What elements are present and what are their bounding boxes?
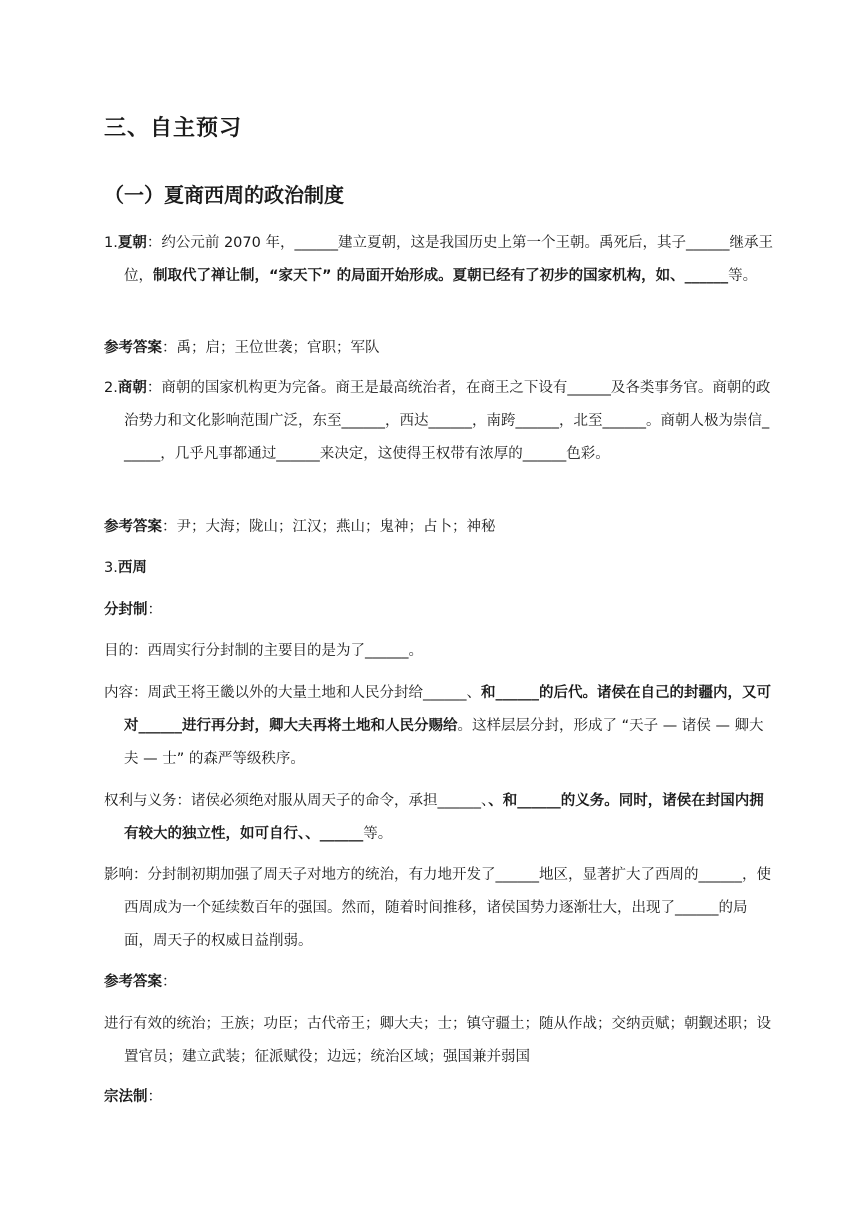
paragraph-text: ：约公元前 2070 年，______建立夏朝，这是我国历史上第一个王朝。禹死后，其子______继承王位， bbox=[124, 235, 773, 284]
colon: ： bbox=[162, 974, 177, 990]
answer-label: 参考答案 bbox=[104, 340, 162, 356]
item-number: 3. bbox=[104, 560, 118, 576]
subsection-title: （一）夏商西周的政治制度 bbox=[104, 183, 344, 207]
item-number: 2. bbox=[104, 380, 118, 396]
answer-text: ：尹；大海；陇山；江汉；燕山；鬼神；占卜；神秘 bbox=[162, 519, 496, 535]
paragraph-text: 等。 bbox=[728, 268, 758, 284]
item-label: 商朝 bbox=[117, 380, 147, 396]
paragraph-text: 目的：西周实行分封制的主要目的是为了______。 bbox=[104, 643, 423, 659]
heading-fengjian bbox=[104, 594, 756, 627]
paragraph-quanli bbox=[104, 785, 776, 851]
answer-xia bbox=[104, 332, 756, 365]
item-label: 西周 bbox=[117, 560, 147, 576]
paragraph-xia bbox=[104, 227, 776, 293]
paragraph-text: 影响：分封制初期加强了周天子对地方的统治，有力地开发了______地区，显著扩大了西周的______，使西周成为一个延续数百年的强国。然而，随着时间推移，诸侯国势力逐渐壮大，出现了______的局面，周天子的权威日益削弱。 bbox=[104, 867, 771, 949]
section-label: 宗法制 bbox=[104, 1089, 148, 1105]
paragraph-yingxiang bbox=[104, 859, 776, 958]
colon: ： bbox=[147, 1089, 162, 1105]
heading-zongfa bbox=[104, 1081, 756, 1114]
paragraph-text: ：商朝的国家机构更为完备。商王是最高统治者，在商王之下设有______及各类事务官。商朝的政治势力和文化影响范围广泛，东至______，西达______，南跨______，北至______。商朝人极为崇信______，几乎凡事都通过______来决定，这使得王权带有浓厚的______色彩。 bbox=[124, 380, 771, 462]
paragraph-bold-text: 制取代了禅让制，“家天下” 的局面开始形成。夏朝已经有了初步的国家机构，如、______ bbox=[153, 268, 729, 284]
colon: ： bbox=[147, 602, 162, 618]
answer-shang bbox=[104, 511, 756, 544]
paragraph-bold-text: 、和______的义务。同时，诸侯在封国内拥有较大的独立性，如可自行、、______ bbox=[124, 793, 764, 842]
paragraph-text: 等。 bbox=[363, 826, 393, 842]
answer-text: 进行有效的统治；王族；功臣；古代帝王；卿大夫；士；镇守疆土；随从作战；交纳贡赋；朝觐述职；设置官员；建立武装；征派赋役；边远；统治区域；强国兼并弱国 bbox=[104, 1016, 771, 1065]
item-number: 1. bbox=[104, 235, 118, 251]
paragraph-bold-text: 和______的后代。诸侯在自己的封疆内，又可对______进行再分封，卿大夫再将土地和人民分赐给 bbox=[124, 685, 771, 734]
paragraph-text: 权利与义务：诸侯必须绝对服从周天子的命令，承担______、 bbox=[104, 793, 489, 809]
paragraph-mudi bbox=[104, 635, 776, 668]
paragraph-neirong bbox=[104, 677, 776, 776]
answer-xizhou-label bbox=[104, 966, 756, 999]
heading-xizhou bbox=[104, 552, 756, 585]
paragraph-shang bbox=[104, 372, 776, 471]
item-label: 夏朝 bbox=[117, 235, 147, 251]
paragraph-text: 内容：周武王将王畿以外的大量土地和人民分封给______、 bbox=[104, 685, 481, 701]
answer-label: 参考答案 bbox=[104, 974, 162, 990]
paragraph-text: 。这样层层分封，形成了 “天子 — 诸侯 — 卿大夫 — 士” 的森严等级秩序。 bbox=[124, 718, 764, 767]
section-label: 分封制 bbox=[104, 602, 148, 618]
answer-text: ：禹；启；王位世袭；官职；军队 bbox=[162, 340, 380, 356]
answer-label: 参考答案 bbox=[104, 519, 162, 535]
section-title: 三、自主预习 bbox=[104, 116, 243, 141]
answer-xizhou bbox=[104, 1008, 776, 1074]
